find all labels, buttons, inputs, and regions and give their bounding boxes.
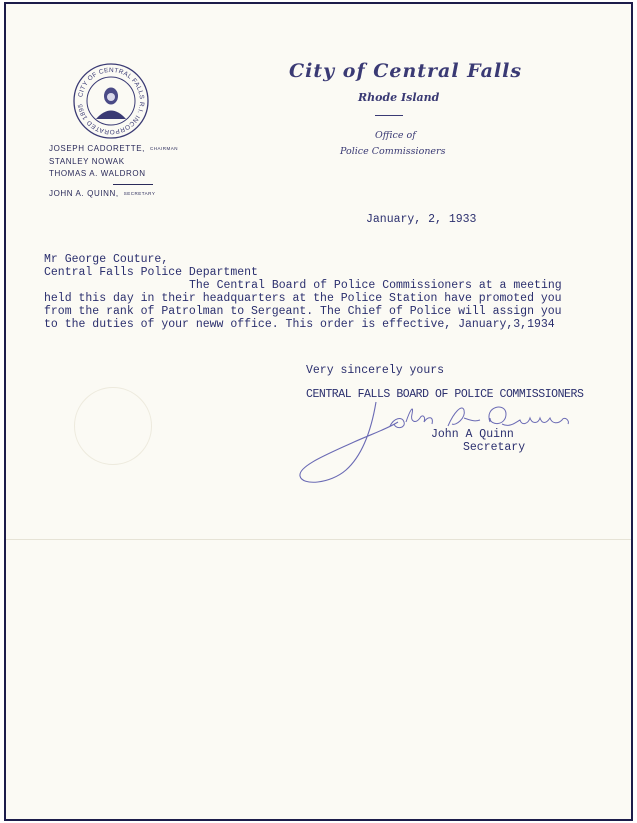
recipient-name: Mr George Couture, <box>44 253 169 266</box>
letter-date: January, 2, 1933 <box>366 213 477 226</box>
signer-name: John A Quinn <box>431 428 514 441</box>
closing: Very sincerely yours <box>306 364 445 377</box>
body-line: The Central Board of Police Commissioners at a meeting <box>189 279 562 292</box>
watermark-seal <box>74 387 152 465</box>
commissioner-member: STANLEY NOWAK <box>49 156 125 166</box>
body-line: from the rank of Patrolman to Sergeant. The Chief of Police will assign you <box>44 305 562 318</box>
divider <box>113 184 153 185</box>
commissioner-member: THOMAS A. WALDRON <box>49 169 146 178</box>
letterhead-state: Rhode Island <box>358 91 440 104</box>
signature-image <box>294 396 584 488</box>
paper-fold-line <box>6 539 631 540</box>
divider <box>375 115 403 116</box>
city-seal-icon <box>72 62 150 140</box>
commissioner-chairman: JOSEPH CADORETTE, CHAIRMAN <box>49 144 179 153</box>
svg-text:CITY OF CENTRAL FALLS R.I. INC: CITY OF CENTRAL FALLS R.I. INCORPORATED 1895 <box>77 66 146 136</box>
board-name: CENTRAL FALLS BOARD OF POLICE COMMISSIONERS <box>306 388 584 401</box>
signer-title: Secretary <box>463 441 526 454</box>
letterhead-city: City of Central Falls <box>289 60 523 82</box>
recipient-department: Central Falls Police Department <box>44 266 258 279</box>
letterhead-office-line2: Police Commissioners <box>340 146 446 157</box>
letterhead-office-line1: Office of <box>375 130 416 141</box>
body-line: held this day in their headquarters at the Police Station have promoted you <box>44 292 562 305</box>
body-line: to the duties of your neww office. This order is effective, January,3,1934 <box>44 318 555 331</box>
commissioner-secretary: JOHN A. QUINN, SECRETARY <box>49 188 156 198</box>
commissioner-list <box>49 143 178 200</box>
letter-page <box>4 2 633 821</box>
